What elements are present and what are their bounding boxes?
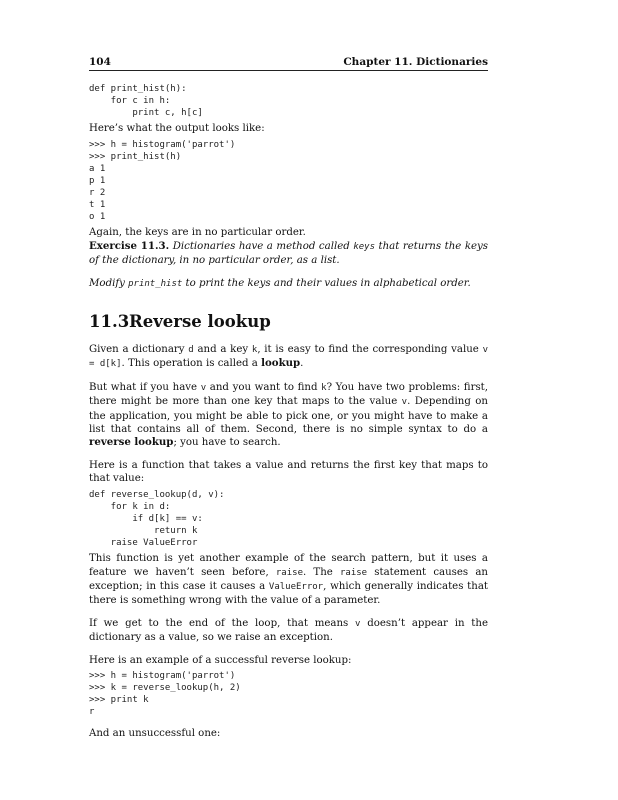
code-block-histogram-output: >>> h = histogram('parrot') >>> print_hist(h) a 1 p 1 r 2 t 1 o 1 (89, 139, 236, 223)
book-page (89, 56, 488, 741)
paragraph-lookup: Given a dictionary d and a key k, it is easy to find the corresponding value v = d[k]. This operation is called a lookup. (89, 343, 488, 370)
paragraph-success-example: Here is an example of a successful reverse lookup: (89, 654, 352, 666)
paragraph-unsuccessful-intro: And an unsuccessful one: (89, 728, 221, 740)
section-number: 11.3 (89, 311, 130, 331)
paragraph-output-intro: Here’s what the output looks like: (89, 123, 265, 135)
paragraph-keys-order: Again, the keys are in no particular order. (89, 227, 306, 239)
chapter-title: Chapter 11. Dictionaries (343, 56, 488, 68)
exercise-11-3-task: Modify print_hist to print the keys and their values in alphabetical order. (89, 277, 471, 289)
code-block-reverse-lookup: def reverse_lookup(d, v): for k in d: if d[k] == v: return k raise ValueError (89, 489, 225, 548)
code-block-successful-lookup: >>> h = histogram('parrot') >>> k = reverse_lookup(h, 2) >>> print k r (89, 670, 241, 718)
section-heading (89, 312, 488, 332)
page-header (89, 56, 488, 71)
paragraph-end-of-loop: If we get to the end of the loop, that means v doesn’t appear in the dictionary as a value, so we raise an exception. (89, 617, 488, 644)
paragraph-function-intro: Here is a function that takes a value and returns the first key that maps to that value: (89, 459, 488, 485)
exercise-label: Exercise 11.3. (89, 239, 170, 252)
paragraph-reverse-lookup-problem: But what if you have v and you want to find k? You have two problems: first, there might be more than one key that maps to the value v. Depending on the application, you might be able to pick one, or you might have to make a list that contains all of them. Second, there is no simple syntax to do a reverse lookup; you have to search. (89, 381, 489, 449)
section-title: Reverse lookup (129, 311, 271, 331)
exercise-11-3: Exercise 11.3. Dictionaries have a method called keys that returns the keys of the dictionary, in no particular order, as a list. (89, 239, 489, 267)
page-number: 104 (89, 56, 111, 68)
code-block-print-hist: def print_hist(h): for c in h: print c, h[c] (89, 84, 203, 119)
paragraph-raise-explanation: This function is yet another example of the search pattern, but it uses a feature we haven’t seen before, raise. The raise statement causes an exception; in this case it causes a ValueError, which generally indicates that there is something wrong with the value of a parameter. (89, 553, 488, 607)
